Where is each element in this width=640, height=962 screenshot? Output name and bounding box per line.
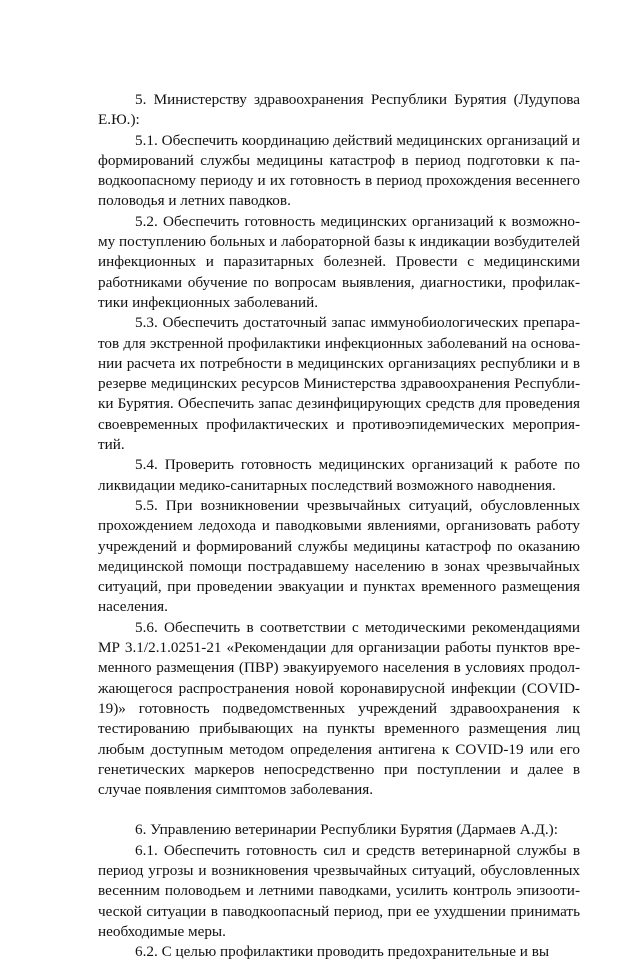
paragraph-6: 6. Управлению ветеринарии Республики Бурятия (Дармаев А.Д.): xyxy=(135,821,558,839)
paragraph-5: 5. Министерству здравоохранения Республики Бурятия (Лудупова Е.Ю.): xyxy=(98,91,580,129)
paragraph-5-5: 5.5. При возникновении чрезвычайных ситуаций, обусловленных прохождением ледохода и паводковыми явлениями, организовать работу учреждений и формирований службы медицины катастроф по оказанию медицинской помощи пострадавшему населению в зонах чрезвычайных ситуаций, при проведении эвакуации и пунктах временного размещения населения. xyxy=(98,496,580,616)
paragraph-5-3: 5.3. Обеспечить достаточный запас иммунобиологических препаратов для экстренной профилактики инфекционных заболеваний на основании расчета их потребности в медицинских организациях республики и в резерве медицинских ресурсов Министерства здравоохранения Республики Бурятия. Обеспечить запас дезинфицирующих средств для проведения своевременных профилактических и противоэпидемических мероприятий. xyxy=(98,314,580,454)
paragraph-6-1: 6.1. Обеспечить готовность сил и средств ветеринарной службы в период угрозы и возникновения чрезвычайных ситуаций, обусловленных весенним половодьем и летними паводками, усилить контроль эпизоотической ситуации в паводкоопасный период, при ее ухудшении принимать необходимые меры. xyxy=(98,841,580,940)
paragraph-5-4: 5.4. Проверить готовность медицинских организаций к работе по ликвидации медико-санитарных последствий возможного наводнения. xyxy=(98,456,580,494)
paragraph-5-2: 5.2. Обеспечить готовность медицинских организаций к возможному поступлению больных и лабораторной базы к индикации возбудителей инфекционных и паразитарных болезней. Провести с медицинскими работниками обучение по вопросам выявления, диагностики, профилактики инфекционных заболеваний. xyxy=(98,212,580,311)
paragraph-5-1: 5.1. Обеспечить координацию действий медицинских организаций и формирований службы медицины катастроф в период подготовки к паводкоопасному периоду и их готовность в период прохождения весеннего половодья и летних паводков. xyxy=(98,131,580,210)
paragraph-5-6: 5.6. Обеспечить в соответствии с методическими рекомендациями МР 3.1/2.1.0251-21 «Рекомендации для организации работы пунктов временного размещения (ПВР) эвакуируемого населения в условиях продолжающегося распространения новой коронавирусной инфекции (COVID-19)» готовность подведомственных учреждений здравоохранения к тестированию прибывающих на пункты временного размещения лиц любым доступным методом определения антигена к COVID-19 или его генетических маркеров непосредственно при поступлении и далее в случае появления симптомов заболевания. xyxy=(98,618,580,799)
document-page xyxy=(98,90,580,962)
paragraph-6-2: 6.2. С целью профилактики проводить предохранительные и вы xyxy=(135,943,550,961)
